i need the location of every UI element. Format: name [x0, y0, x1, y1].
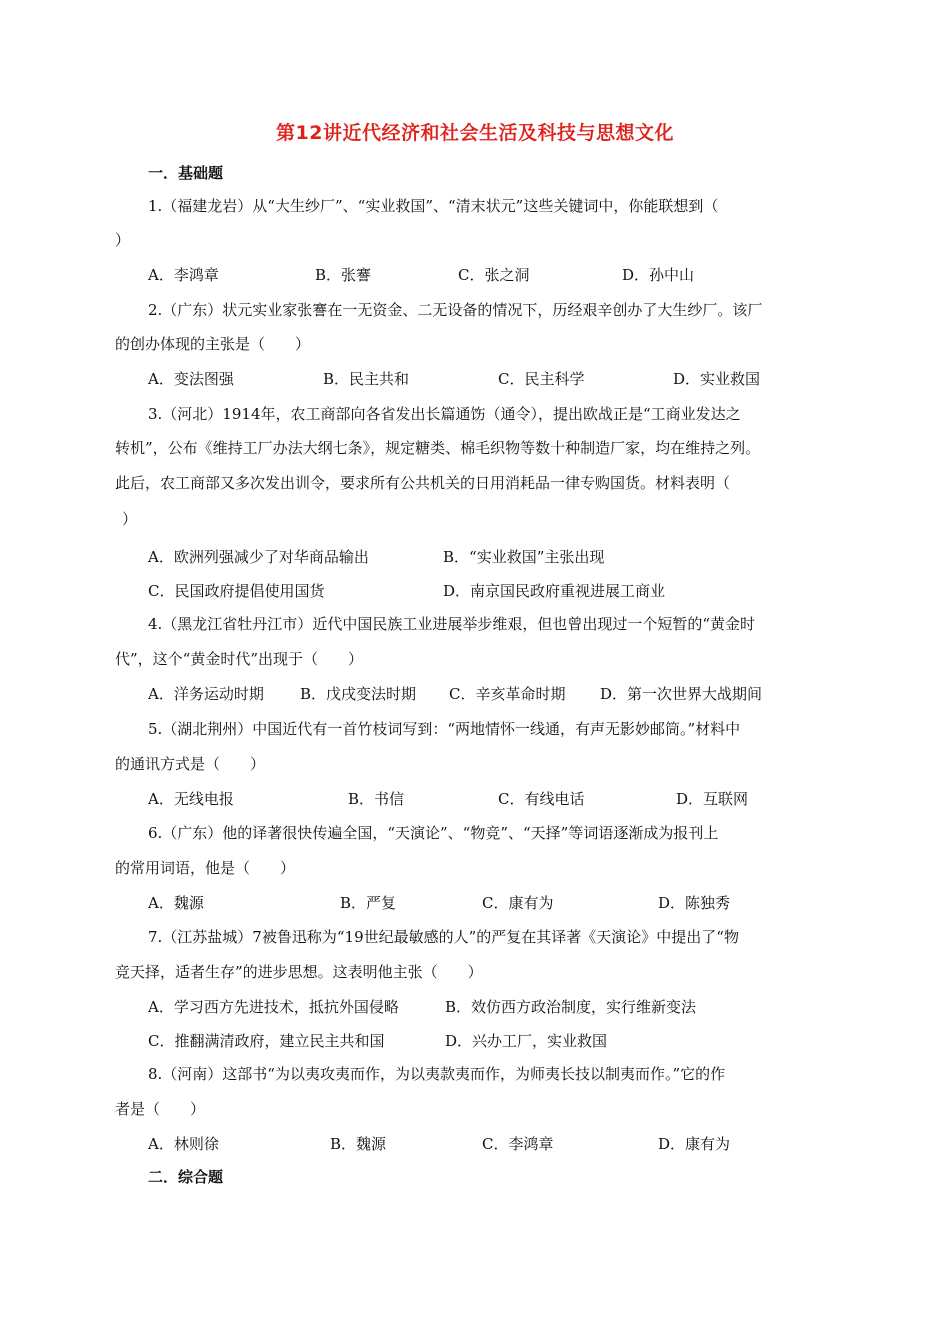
- question-4-option-d: D．第一次世界大战期间: [600, 685, 763, 703]
- question-7-stem-cont: 竞天择，适者生存”的进步思想。这表明他主张（ ）: [115, 963, 483, 981]
- question-7-option-b: B．效仿西方政治制度，实行维新变法: [445, 998, 697, 1016]
- page-title: 第12讲近代经济和社会生活及科技与思想文化: [276, 122, 674, 144]
- section-heading-comprehensive: 二．综合题: [148, 1168, 224, 1186]
- question-6-option-d: D．陈独秀: [658, 894, 731, 912]
- question-1-stem-cont: ）: [115, 231, 131, 249]
- question-2-option-b: B．民主共和: [323, 370, 410, 388]
- question-8-option-d: D．康有为: [658, 1135, 731, 1153]
- question-4-option-c: C．辛亥革命时期: [449, 685, 566, 703]
- question-6-option-b: B．严复: [340, 894, 397, 912]
- question-6-stem: 6.（广东）他的译著很快传遍全国，“天演论”、“物竞”、“天择”等词语逐渐成为报刊上: [148, 824, 719, 842]
- question-6-option-c: C．康有为: [482, 894, 554, 912]
- question-4-option-b: B．戊戌变法时期: [300, 685, 417, 703]
- question-2-option-a: A．变法图强: [148, 370, 234, 388]
- section-heading-basic: 一．基础题: [148, 164, 224, 182]
- question-3-option-b: B．“实业救国”主张出现: [443, 548, 605, 566]
- question-8-stem-cont: 者是（ ）: [115, 1100, 206, 1118]
- question-7-option-c: C．推翻满清政府，建立民主共和国: [148, 1032, 385, 1050]
- question-5-stem: 5.（湖北荆州）中国近代有一首竹枝词写到：“两地情怀一线通，有声无影妙邮筒。”材料中: [148, 720, 741, 738]
- question-7-option-d: D．兴办工厂，实业救国: [445, 1032, 608, 1050]
- question-4-stem-cont: 代”，这个“黄金时代”出现于（ ）: [115, 650, 364, 668]
- question-8-option-a: A．林则徐: [148, 1135, 219, 1153]
- question-1-option-c: C．张之洞: [458, 266, 530, 284]
- question-5-option-d: D．互联网: [676, 790, 749, 808]
- question-3-option-c: C．民国政府提倡使用国货: [148, 582, 325, 600]
- question-7-stem: 7.（江苏盐城）7被鲁迅称为“19世纪最敏感的人”的严复在其译著《天演论》中提出了“物: [148, 928, 739, 946]
- question-2-stem-cont: 的创办体现的主张是（ ）: [115, 335, 311, 353]
- question-1-option-a: A．李鸿章: [148, 266, 219, 284]
- question-7-option-a: A．学习西方先进技术，抵抗外国侵略: [148, 998, 399, 1016]
- question-4-stem: 4.（黑龙江省牡丹江市）近代中国民族工业进展举步维艰，但也曾出现过一个短暂的“黄金时: [148, 615, 755, 633]
- question-3-stem: 3.（河北）1914年，农工商部向各省发出长篇通饬（通令），提出欧战正是“工商业发达之: [148, 405, 741, 423]
- question-8-option-b: B．魏源: [330, 1135, 387, 1153]
- question-2-option-c: C．民主科学: [498, 370, 585, 388]
- question-5-option-c: C．有线电话: [498, 790, 585, 808]
- question-5-stem-cont: 的通讯方式是（ ）: [115, 755, 266, 773]
- question-1-stem: 1.（福建龙岩）从“大生纱厂”、“实业救国”、“清末状元”这些关键词中，你能联想到（: [148, 197, 719, 215]
- question-8-stem: 8.（河南）这部书“为以夷攻夷而作，为以夷款夷而作，为师夷长技以制夷而作。”它的作: [148, 1065, 726, 1083]
- question-4-option-a: A．洋务运动时期: [148, 685, 264, 703]
- question-1-option-b: B．张謇: [315, 266, 372, 284]
- question-3-stem-cont-3: ）: [122, 510, 138, 528]
- question-3-option-a: A．欧洲列强减少了对华商品输出: [148, 548, 369, 566]
- question-2-option-d: D．实业救国: [673, 370, 761, 388]
- question-5-option-a: A．无线电报: [148, 790, 234, 808]
- question-5-option-b: B．书信: [348, 790, 405, 808]
- question-3-stem-cont-1: 转机”，公布《维持工厂办法大纲七条》，规定糖类、棉毛织物等数十种制造厂家，均在维持之列。: [115, 439, 761, 457]
- question-6-option-a: A．魏源: [148, 894, 204, 912]
- question-1-option-d: D．孙中山: [622, 266, 695, 284]
- question-2-stem: 2.（广东）状元实业家张謇在一无资金、二无设备的情况下，历经艰辛创办了大生纱厂。该厂: [148, 301, 763, 319]
- question-3-option-d: D．南京国民政府重视进展工商业: [443, 582, 666, 600]
- question-3-stem-cont-2: 此后，农工商部又多次发出训令，要求所有公共机关的日用消耗品一律专购国货。材料表明（: [115, 474, 731, 492]
- question-8-option-c: C．李鸿章: [482, 1135, 554, 1153]
- question-6-stem-cont: 的常用词语，他是（ ）: [115, 859, 296, 877]
